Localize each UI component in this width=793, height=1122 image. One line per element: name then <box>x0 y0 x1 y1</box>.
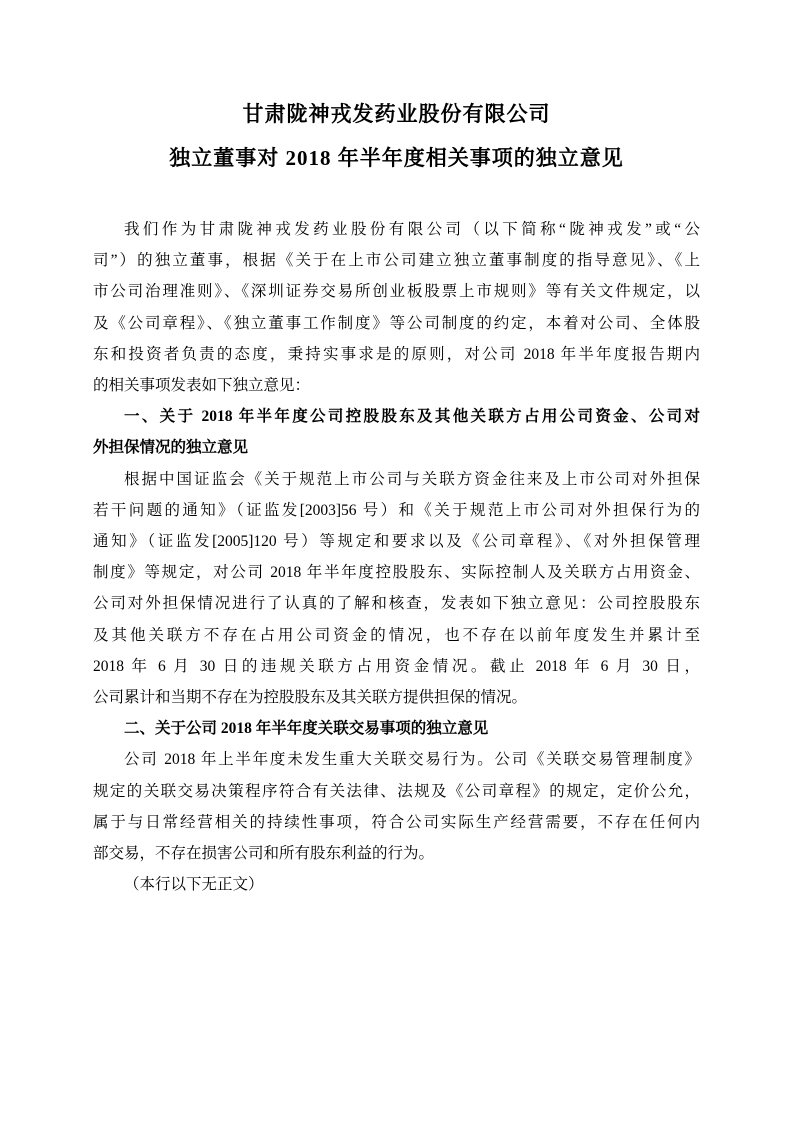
body-text-line: 公司对外担保情况进行了认真的了解和核查，发表如下独立意见：公司控股股东 <box>93 595 700 613</box>
body-text-line: 我们作为甘肃陇神戎发药业股份有限公司（以下简称“陇神戎发”或“公 <box>124 221 700 238</box>
body-text-line: （本行以下无正文） <box>124 876 264 894</box>
document-content <box>93 92 700 900</box>
body-text-line: 规定的关联交易决策程序符合有关法律、法规及《公司章程》的规定，定价公允， <box>93 782 700 800</box>
body-text-line: 市公司治理准则》、《深圳证券交易所创业板股票上市规则》等有关文件规定，以 <box>93 283 700 301</box>
body-text-line: 通知》（证监发[2005]120 号）等规定和要求以及《公司章程》、《对外担保管理 <box>93 533 700 551</box>
body-text-line: 制度》等规定，对公司 2018 年半年度控股股东、实际控制人及关联方占用资金、 <box>93 564 700 582</box>
body-text-line: 及《公司章程》、《独立董事工作制度》等公司制度的约定，本着对公司、全体股 <box>93 314 700 332</box>
body-text-line: 属于与日常经营相关的持续性事项，符合公司实际生产经营需要，不存在任何内 <box>93 813 700 831</box>
document-body <box>93 214 700 900</box>
body-text-line: 东和投资者负责的态度，秉持实事求是的原则，对公司 2018 年半年度报告期内 <box>93 345 700 363</box>
section-heading-line: 外担保情况的独立意见 <box>93 439 249 457</box>
body-text-line: 司”）的独立董事，根据《关于在上市公司建立独立董事制度的指导意见》、《上 <box>93 252 700 270</box>
body-text-line: 若干问题的通知》（证监发[2003]56 号）和《关于规范上市公司对外担保行为的 <box>93 501 700 519</box>
document-title: 独立董事对 2018 年半年度相关事项的独立意见 <box>169 146 624 170</box>
body-text-line: 部交易，不存在损害公司和所有股东利益的行为。 <box>93 845 435 863</box>
body-text-line: 公司累计和当期不存在为控股股东及其关联方提供担保的情况。 <box>93 689 528 707</box>
body-text-line: 公司 2018 年上半年度未发生重大关联交易行为。公司《关联交易管理制度》 <box>124 751 700 769</box>
body-text-line: 根据中国证监会《关于规范上市公司与关联方资金往来及上市公司对外担保 <box>124 470 700 488</box>
body-text-line: 2018 年 6 月 30 日的违规关联方占用资金情况。截止 2018 年 6 月 30 日， <box>93 657 700 675</box>
section-heading-line: 二、关于公司 2018 年半年度关联交易事项的独立意见 <box>124 720 489 738</box>
body-text-line: 及其他关联方不存在占用公司资金的情况，也不存在以前年度发生并累计至 <box>93 626 700 644</box>
body-text-line: 的相关事项发表如下独立意见： <box>93 377 311 395</box>
company-title: 甘肃陇神戎发药业股份有限公司 <box>242 102 551 126</box>
section-heading-line: 一、关于 2018 年半年度公司控股股东及其他关联方占用公司资金、公司对 <box>124 408 700 426</box>
